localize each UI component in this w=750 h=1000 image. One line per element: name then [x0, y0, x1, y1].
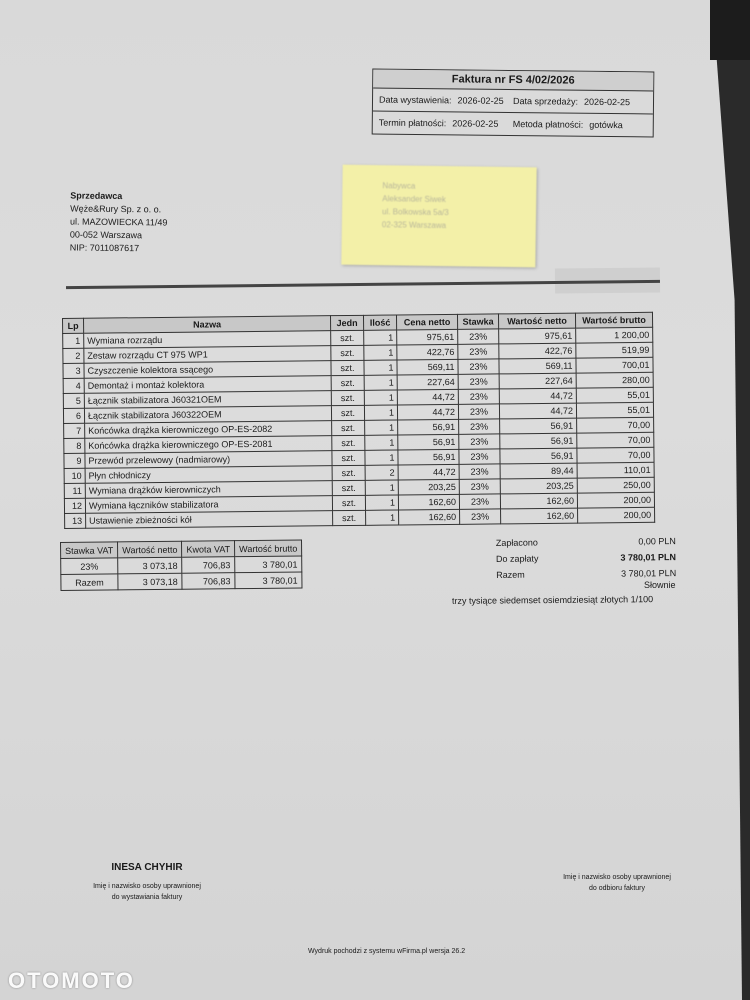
vat-cell: 706,83 [182, 573, 235, 590]
to-pay-line [496, 549, 676, 567]
vat-cell: 3 780,01 [235, 556, 302, 573]
issuer-signature [82, 862, 212, 903]
table-cell: 44,72 [398, 464, 459, 480]
total-value: 3 780,01 PLN [621, 568, 677, 579]
table-cell: Wymiana łączników stabilizatora [85, 496, 332, 514]
table-cell: 2 [63, 348, 84, 363]
table-cell: 1 [364, 360, 397, 375]
table-cell: 1 [364, 345, 397, 360]
table-cell: 1 [366, 510, 399, 525]
table-cell: 44,72 [499, 403, 576, 419]
table-cell: 162,60 [501, 508, 578, 524]
background-corner [710, 0, 750, 60]
table-cell: 23% [458, 329, 499, 344]
table-cell: 162,60 [398, 494, 459, 510]
paid-line [496, 533, 676, 551]
amount-in-words: trzy tysiące siedemset osiemdziesiąt złotych 1/100 [451, 594, 654, 606]
seller-city: 00-052 Warszawa [69, 229, 143, 241]
table-cell: 44,72 [499, 388, 576, 404]
table-cell: 422,76 [397, 344, 458, 360]
issue-date-label: Data wystawienia: [378, 94, 452, 106]
vat-cell: Razem [61, 574, 118, 591]
sale-date-label: Data sprzedaży: [512, 96, 579, 107]
vat-col-gross: Wartość brutto [235, 540, 302, 557]
table-cell: 23% [459, 419, 500, 434]
table-cell: 55,01 [576, 387, 653, 403]
table-cell: 422,76 [499, 343, 576, 359]
table-cell: szt. [331, 345, 364, 360]
paid-label: Zapłacono [495, 537, 538, 548]
table-cell: 975,61 [499, 328, 576, 344]
table-cell: 1 [364, 330, 397, 345]
table-cell: 12 [64, 498, 85, 513]
table-cell: 23% [459, 479, 500, 494]
table-cell: szt. [331, 360, 364, 375]
table-cell: 519,99 [576, 342, 653, 358]
table-cell: Wymiana rozrządu [84, 331, 331, 349]
table-cell: 56,91 [500, 448, 577, 464]
receiver-signature [552, 872, 682, 894]
table-cell: szt. [332, 435, 365, 450]
sticky-line: 02-325 Warszawa [381, 220, 447, 231]
table-cell: 11 [64, 483, 85, 498]
table-cell: szt. [331, 405, 364, 420]
table-cell: Czyszczenie kolektora ssącego [84, 361, 331, 379]
col-qty: Ilość [363, 315, 396, 330]
receiver-caption: Imię i nazwisko osoby uprawnionej [563, 874, 671, 881]
table-cell: 8 [64, 438, 85, 453]
table-cell: 5 [63, 393, 84, 408]
table-cell: 7 [64, 423, 85, 438]
seller-block [70, 189, 168, 255]
table-cell: 1 [365, 420, 398, 435]
invoice-title: Faktura nr FS 4/02/2026 [373, 70, 653, 92]
table-cell: 10 [64, 468, 85, 483]
vat-col-net: Wartość netto [118, 541, 182, 558]
vat-col-vat: Kwota VAT [182, 541, 235, 558]
table-cell: 55,01 [576, 402, 653, 418]
sticky-note [341, 165, 536, 268]
payment-summary [496, 533, 676, 583]
table-cell: 23% [458, 344, 499, 359]
sticky-line: Nabywca [382, 181, 416, 191]
table-cell: 23% [458, 359, 499, 374]
to-pay-value: 3 780,01 PLN [620, 552, 677, 563]
table-cell: Płyn chłodniczy [85, 466, 332, 484]
table-cell: 23% [458, 374, 499, 389]
invoice-header-box [372, 69, 655, 138]
table-cell: 23% [459, 494, 500, 509]
col-gross-value: Wartość brutto [575, 312, 652, 328]
issuer-caption: Imię i nazwisko osoby uprawnionej [93, 883, 201, 890]
table-cell: 162,60 [500, 493, 577, 509]
seller-nip: NIP: 7011087617 [69, 242, 140, 254]
vat-table [60, 539, 303, 591]
table-cell: szt. [332, 495, 365, 510]
table-cell: 975,61 [397, 329, 458, 345]
issuer-name: INESA CHYHIR [111, 862, 183, 873]
table-cell: 23% [459, 449, 500, 464]
table-cell: 569,11 [397, 359, 458, 375]
sticky-line: Aleksander Siwek [382, 194, 446, 205]
seller-street: ul. MAZOWIECKA 11/49 [69, 216, 168, 228]
table-cell: Łącznik stabilizatora J60322OEM [84, 406, 331, 424]
total-label: Razem [496, 569, 525, 580]
table-cell: 250,00 [577, 477, 654, 493]
table-cell: 9 [64, 453, 85, 468]
table-cell: 1 [365, 450, 398, 465]
table-cell: 200,00 [578, 507, 655, 523]
seller-name: Węże&Rury Sp. z o. o. [70, 203, 162, 215]
vat-col-rate: Stawka VAT [61, 542, 118, 559]
vat-row [61, 572, 302, 591]
header-row-payment [373, 112, 653, 137]
table-cell: 110,01 [577, 462, 654, 478]
table-cell: Końcówka drążka kierowniczego OP-ES-2082 [85, 421, 332, 439]
table-cell: szt. [331, 375, 364, 390]
table-cell: Ustawienie zbieżności kół [86, 511, 333, 529]
system-footer: Wydruk pochodzi z systemu wFirma.pl wersja 26.2 [308, 948, 466, 955]
table-cell: 1 [365, 495, 398, 510]
col-name: Nazwa [84, 316, 331, 334]
table-cell: 569,11 [499, 358, 576, 374]
table-cell: 44,72 [397, 389, 458, 405]
table-cell: 56,91 [500, 433, 577, 449]
table-cell: 56,91 [398, 434, 459, 450]
table-cell: 70,00 [577, 417, 654, 433]
table-cell: 89,44 [500, 463, 577, 479]
table-cell: 1 200,00 [576, 327, 653, 343]
receiver-caption: do odbioru faktury [588, 885, 646, 892]
col-rate: Stawka [457, 314, 498, 329]
table-cell: 56,91 [500, 418, 577, 434]
table-cell: 203,25 [500, 478, 577, 494]
table-cell: 1 [365, 435, 398, 450]
issue-date: 2026-02-25 [457, 95, 504, 106]
table-cell: 227,64 [499, 373, 576, 389]
table-cell: 23% [459, 464, 500, 479]
table-cell: 203,25 [398, 479, 459, 495]
table-cell: 70,00 [577, 447, 654, 463]
table-cell: 1 [365, 480, 398, 495]
table-cell: 162,60 [399, 509, 460, 525]
payment-method-label: Metoda płatności: [512, 118, 584, 130]
table-cell: 2 [365, 465, 398, 480]
table-cell: Zestaw rozrządu CT 975 WP1 [84, 346, 331, 364]
table-cell: 56,91 [398, 419, 459, 435]
sticky-line: ul. Bolkowska 5a/3 [381, 207, 449, 218]
seller-title: Sprzedawca [70, 190, 123, 202]
table-cell: 23% [458, 389, 499, 404]
col-lp: Lp [63, 318, 84, 333]
table-cell: 6 [63, 408, 84, 423]
vat-cell: 3 073,18 [118, 557, 182, 574]
sale-date: 2026-02-25 [583, 96, 631, 108]
table-cell: Przewód przelewowy (nadmiarowy) [85, 451, 332, 469]
table-cell: Demontaż i montaż kolektora [84, 376, 331, 394]
table-cell: szt. [332, 465, 365, 480]
header-row-dates [373, 89, 653, 115]
vat-cell: 3 780,01 [235, 572, 302, 589]
table-cell: szt. [332, 450, 365, 465]
due-date-label: Termin płatności: [378, 117, 447, 129]
table-cell: 1 [364, 405, 397, 420]
col-net-price: Cena netto [396, 314, 457, 330]
table-cell: szt. [331, 390, 364, 405]
table-cell: 227,64 [397, 374, 458, 390]
table-cell: 13 [65, 513, 86, 528]
words-label: Słownie [644, 580, 676, 590]
issuer-caption: do wystawiania faktury [111, 894, 183, 901]
table-cell: 70,00 [577, 432, 654, 448]
table-cell: 44,72 [397, 404, 458, 420]
due-date: 2026-02-25 [452, 118, 499, 129]
table-cell: szt. [333, 510, 366, 525]
table-cell: Wymiana drążków kierowniczych [85, 481, 332, 499]
table-cell: 200,00 [577, 492, 654, 508]
table-cell: 1 [364, 390, 397, 405]
table-cell: Łącznik stabilizatora J60321OEM [84, 391, 331, 409]
col-net-value: Wartość netto [498, 313, 575, 329]
table-cell: 23% [459, 434, 500, 449]
vat-cell: 706,83 [182, 557, 235, 574]
table-cell: 56,91 [398, 449, 459, 465]
otomoto-watermark: OTOMOTO [8, 968, 135, 993]
table-cell: 700,01 [576, 357, 653, 373]
table-cell: 23% [460, 509, 501, 524]
items-table [62, 312, 655, 529]
vat-cell: 3 073,18 [118, 573, 182, 590]
table-cell: 1 [364, 375, 397, 390]
table-cell: 280,00 [576, 372, 653, 388]
table-cell: 3 [63, 363, 84, 378]
to-pay-label: Do zapłaty [495, 553, 539, 564]
table-cell: 1 [63, 333, 84, 348]
table-cell: Końcówka drążka kierowniczego OP-ES-2081 [85, 436, 332, 454]
vat-cell: 23% [61, 558, 118, 575]
payment-method: gotówka [589, 119, 623, 131]
table-cell: szt. [332, 480, 365, 495]
table-cell: 4 [63, 378, 84, 393]
table-cell: szt. [332, 420, 365, 435]
paid-value: 0,00 PLN [638, 536, 676, 547]
table-cell: szt. [331, 330, 364, 345]
col-unit: Jedn [330, 315, 363, 330]
table-cell: 23% [458, 404, 499, 419]
